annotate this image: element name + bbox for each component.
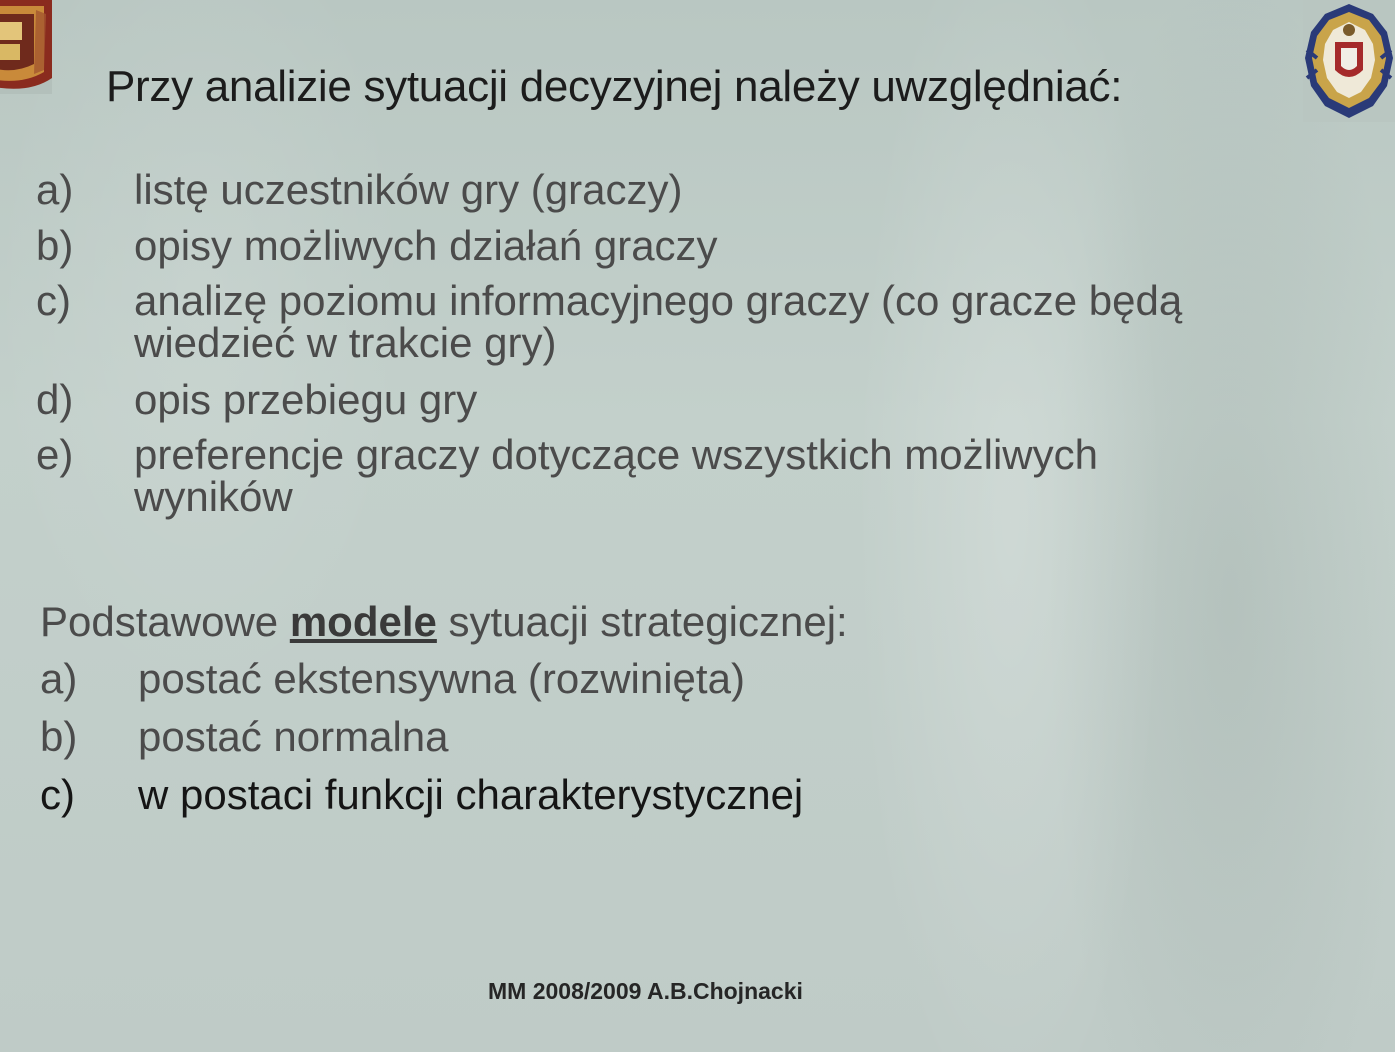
models-heading-emphasis: modele	[289, 598, 437, 645]
models-list	[40, 657, 1240, 831]
list-item	[36, 224, 1256, 268]
list-item-text: analizę poziomu informacyjnego graczy (co gracze będą wiedzieć w trakcie gry)	[134, 277, 1183, 366]
list-marker: d)	[36, 376, 74, 423]
list-item-text: preferencje graczy dotyczące wszystkich możliwych wyników	[134, 431, 1098, 520]
list-item	[40, 715, 1240, 759]
list-item	[40, 773, 1240, 817]
considerations-list	[36, 168, 1256, 532]
slide-footer: MM 2008/2009 A.B.Chojnacki	[488, 978, 803, 1004]
list-item-text: postać ekstensywna (rozwinięta)	[138, 655, 745, 702]
list-item	[36, 431, 1256, 520]
list-item-text: w postaci funkcji charakterystycznej	[138, 771, 804, 818]
list-marker: a)	[36, 166, 74, 213]
list-item-text: listę uczestników gry (graczy)	[134, 166, 683, 213]
university-emblem-icon	[0, 0, 52, 94]
list-marker: e)	[36, 431, 74, 478]
list-item	[36, 277, 1256, 366]
models-heading-before: Podstawowe	[40, 598, 290, 645]
list-item	[40, 657, 1240, 701]
list-item	[36, 378, 1256, 422]
list-item-text: opisy możliwych działań graczy	[134, 222, 718, 269]
list-item	[36, 168, 1256, 212]
list-marker: b)	[36, 222, 74, 269]
list-item-text: opis przebiegu gry	[134, 376, 478, 423]
models-heading	[40, 598, 848, 646]
slide-title: Przy analizie sytuacji decyzyjnej należy uwzględniać:	[106, 62, 1123, 111]
models-heading-after: sytuacji strategicznej:	[436, 598, 848, 645]
coat-of-arms-icon	[1303, 0, 1395, 122]
list-marker: b)	[40, 713, 78, 760]
list-marker: a)	[40, 655, 78, 702]
list-item-text: postać normalna	[138, 713, 449, 760]
list-marker: c)	[40, 771, 75, 818]
list-marker: c)	[36, 277, 71, 324]
